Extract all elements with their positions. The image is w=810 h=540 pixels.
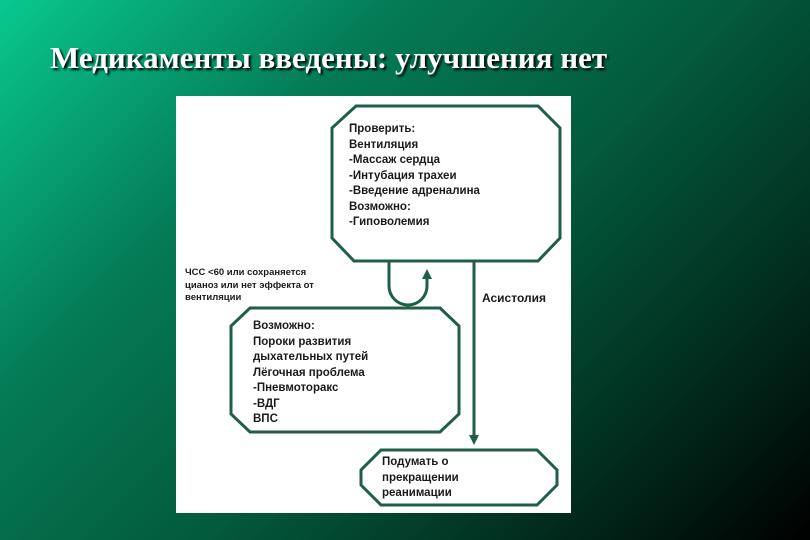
possible-line: -Пневмоторакс <box>253 382 339 394</box>
condition-line: ЧСС <60 или сохраняется <box>185 267 307 278</box>
possible-line: Пороки развития <box>253 335 352 348</box>
check-line: -Введение адреналина <box>349 185 480 197</box>
asystole-label: Асистолия <box>482 291 546 305</box>
possible-line: -ВДГ <box>253 397 280 410</box>
check-line: -Массаж сердца <box>349 154 441 166</box>
possible-line: дыхательных путей <box>253 351 369 363</box>
possible-line: Лёгочная проблема <box>253 366 365 379</box>
check-line: Возможно: <box>349 200 411 213</box>
stop-line: реанимации <box>382 487 452 499</box>
check-line: -Интубация трахеи <box>349 169 457 182</box>
stop-line: прекращении <box>382 471 459 484</box>
check-box-text <box>349 122 480 231</box>
stop-line: Подумать о <box>382 456 449 468</box>
condition-line: цианоз или нет эффекта от <box>185 279 314 291</box>
condition-line: вентиляции <box>185 292 242 303</box>
possible-line: Возможно: <box>253 320 315 332</box>
possible-box-text <box>253 319 368 428</box>
loop-arrow <box>389 261 427 305</box>
check-line: -Гиповолемия <box>349 216 430 228</box>
check-line: Вентиляция <box>349 138 419 151</box>
condition-note <box>185 267 314 305</box>
stop-box-text <box>382 455 459 502</box>
check-line: Проверить: <box>349 123 416 135</box>
slide-title: Медикаменты введены: улучшения нет <box>50 40 608 75</box>
possible-line: ВПС <box>253 413 278 425</box>
diagram-panel <box>176 96 571 513</box>
